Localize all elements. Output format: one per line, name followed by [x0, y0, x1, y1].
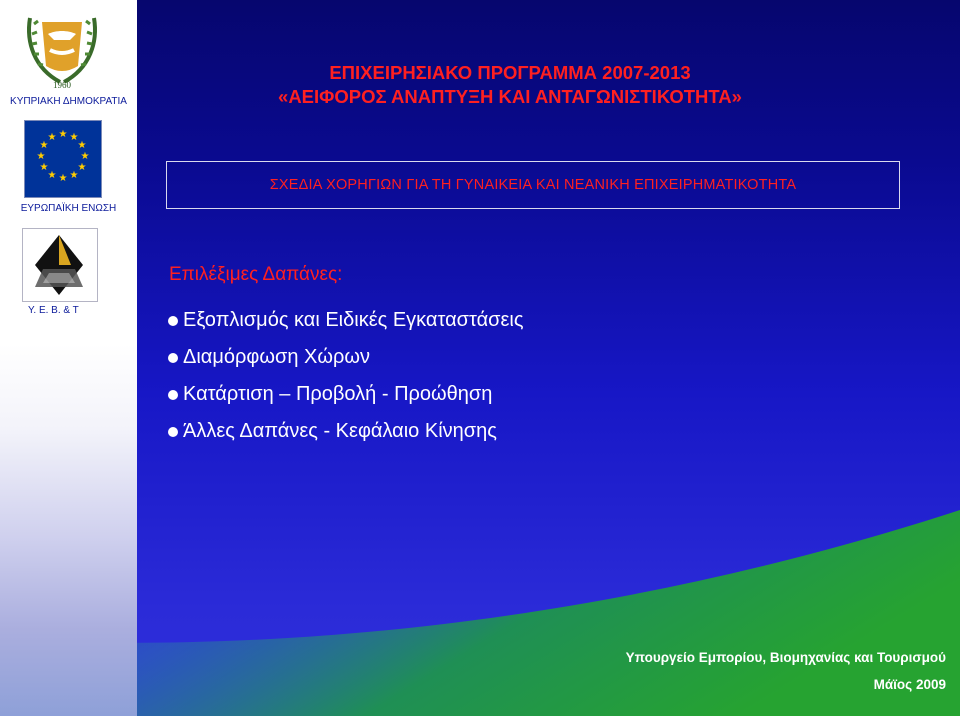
svg-text:★: ★	[39, 140, 49, 151]
svg-text:★: ★	[47, 132, 57, 143]
svg-text:★: ★	[39, 162, 49, 173]
svg-text:★: ★	[47, 170, 57, 181]
svg-text:★: ★	[69, 170, 79, 181]
footer-ministry: Υπουργείο Εμπορίου, Βιομηχανίας και Τουρισμού	[625, 650, 946, 665]
svg-text:1960: 1960	[53, 80, 71, 90]
svg-text:★: ★	[36, 151, 46, 162]
eu-flag-logo	[24, 120, 102, 198]
list-item: Διαμόρφωση Χώρων	[168, 342, 524, 379]
list-item: Άλλες Δαπάνες - Κεφάλαιο Κίνησης	[168, 416, 524, 453]
ministry-diamond-logo	[22, 228, 98, 302]
eligible-expenses-heading: Επιλέξιμες Δαπάνες:	[169, 264, 343, 285]
svg-text:★: ★	[58, 129, 68, 140]
program-title: ΕΠΙΧΕΙΡΗΣΙΑΚΟ ΠΡΟΓΡΑΜΜΑ 2007-2013	[329, 62, 691, 83]
program-subtitle: «ΑΕΙΦΟΡΟΣ ΑΝΑΠΤΥΞΗ ΚΑΙ ΑΝΤΑΓΩΝΙΣΤΙΚΟΤΗΤΑ»	[278, 86, 742, 107]
svg-text:★: ★	[77, 162, 87, 173]
footer-date: Μάϊος 2009	[873, 677, 946, 692]
ministry-caption: Y. E. B. & T	[28, 305, 79, 316]
svg-text:★: ★	[77, 140, 87, 151]
eu-caption: ΕΥΡΩΠΑΪΚΗ ΕΝΩΣΗ	[20, 203, 117, 214]
cyprus-coat-of-arms-logo	[20, 4, 104, 92]
svg-text:★: ★	[58, 173, 68, 184]
svg-text:★: ★	[69, 132, 79, 143]
bullet-dot-icon	[168, 353, 178, 363]
expenses-list	[168, 305, 524, 453]
bullet-dot-icon	[168, 390, 178, 400]
scheme-title-box	[166, 161, 900, 209]
left-logo-panel	[0, 0, 137, 716]
list-item: Εξοπλισμός και Ειδικές Εγκαταστάσεις	[168, 305, 524, 342]
bullet-dot-icon	[168, 316, 178, 326]
scheme-title: ΣΧΕΔΙΑ ΧΟΡΗΓΙΩΝ ΓΙΑ ΤΗ ΓΥΝΑΙΚΕΙΑ ΚΑΙ ΝΕΑΝΙΚΗ ΕΠΙΧΕΙΡΗΜΑΤΙΚΟΤΗΤΑ	[269, 177, 797, 193]
bullet-dot-icon	[168, 427, 178, 437]
list-item: Κατάρτιση – Προβολή - Προώθηση	[168, 379, 524, 416]
cyprus-caption: ΚΥΠΡΙΑΚΗ ΔΗΜΟΚΡΑΤΙΑ	[10, 96, 127, 107]
svg-text:★: ★	[80, 151, 90, 162]
